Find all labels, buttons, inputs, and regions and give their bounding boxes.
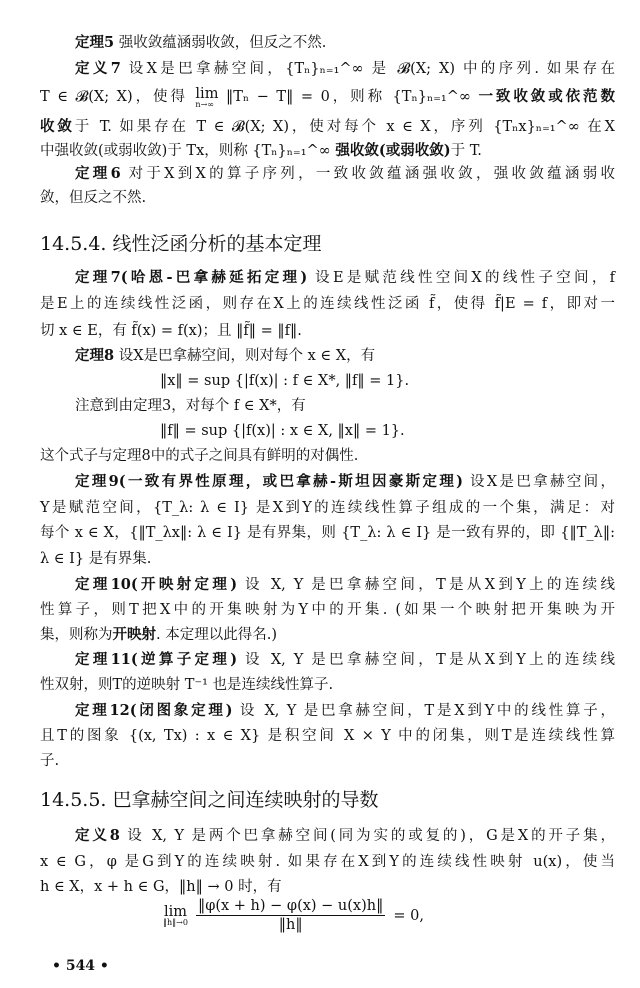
text-line [75,59,615,79]
text-line [75,268,615,288]
bold-term: 定理10(开映射定理) [75,576,238,593]
text-line [75,164,615,184]
text-line [75,701,615,721]
lim-text: lim [163,903,187,920]
limit [195,87,218,109]
text-run: 且T的图象 {(x, Tx) : x ∈ X} 是积空间 X × Y 中的闭集，则T是连续线性算 [40,728,615,744]
bold-term: 定理8 [75,347,115,364]
text-run: 设E是赋范线性空间X的线性子空间，f [307,270,616,286]
text-line [75,396,615,416]
text-line [40,600,615,620]
text-line [40,294,615,314]
text-run: 中强收敛(或弱收敛)于 Tx，则称 {Tₙ}ₙ₌₁^∞ [40,143,336,159]
limit [163,905,188,927]
text-line [75,575,615,595]
text-run: 这个式子与定理8中的式子之间具有鲜明的对偶性. [40,448,359,464]
text-run: 敛，但反之不然. [40,190,147,206]
formula-rhs: = 0, [393,907,424,924]
text-line [40,549,615,569]
text-line [40,877,615,897]
text-run: λ ∈ I} 是有界集. [40,551,152,567]
text-run: 设 X, Y 是巴拿赫空间，T是从X到Y上的连续线 [237,577,615,593]
bold-term: 定理11(逆算子定理) [75,651,238,668]
section-heading-14-5-4: 14.5.4. 线性泛函分析的基本定理 [40,233,322,255]
text-run: 设X是巴拿赫空间，{Tₙ}ₙ₌₁^∞ 是 𝓑(X; X) 中的序列. 如果存在 [120,61,615,77]
page-number: • 544 • [52,958,109,974]
bold-term: 定理7(哈恩-巴拿赫延拓定理) [75,269,308,286]
bold-term: 定理12(闭图象定理) [75,702,233,719]
text-line [75,33,615,53]
text-line [40,87,615,109]
text-line [40,321,615,341]
text-line [40,141,615,161]
text-run: 设 X, Y 是两个巴拿赫空间(同为实的或复的)，G是X的开子集， [119,828,615,844]
bold-term: 定理9(一致有界性原理，或巴拿赫-斯坦因豪斯定理) [75,473,464,490]
bold-term: 定理5 [75,34,115,51]
text-run: ‖x‖ = sup {|f(x)| : f ∈ X*, ‖f‖ = 1}. [160,373,410,389]
bold-term: 定义8 [75,827,120,844]
text-line [40,852,615,872]
text-line [75,346,615,366]
bold-term: 定理6 [75,165,121,182]
fraction [196,898,385,933]
lim-subscript: ‖h‖→0 [163,917,188,927]
text-line [40,498,615,518]
bold-term: 定义7 [75,60,121,77]
text-line [40,188,615,208]
text-line [40,446,615,466]
text-run: 设X是巴拿赫空间，则对每个 x ∈ X，有 [114,348,376,364]
text-run: . 本定理以此得名.) [156,627,277,643]
bold-term: 一致收敛或依范数 [478,88,615,105]
bold-term: 强收敛(或弱收敛) [335,142,451,159]
text-run: 于 T. 如果存在 T ∈ 𝓑(X; X)，使对每个 x ∈ X，序列 {Tₙx}ₙ₌₁^∞ 在X [74,119,616,135]
lim-text: lim [195,86,219,102]
text-run: ‖Tₙ − T‖ = 0，则称 {Tₙ}ₙ₌₁^∞ [218,89,479,105]
derivative-formula [163,898,424,933]
bold-term: 收敛 [40,118,75,135]
text-run: 设 X, Y 是巴拿赫空间，T是从X到Y上的连续线 [237,652,615,668]
text-run: ‖f‖ = sup {|f(x)| : x ∈ X, ‖x‖ = 1}. [160,423,405,439]
text-run: 子. [40,753,60,769]
text-line [40,726,615,746]
text-run: 集，则称为 [40,627,113,643]
text-run: Y是赋范空间，{T_λ: λ ∈ I} 是X到Y的连续线性算子组成的一个集，满足：对 [40,500,615,516]
text-run: 于 T. [450,143,482,159]
denominator: ‖h‖ [278,917,303,933]
text-run: 切 x ∈ E，有 f̃(x) = f(x)；且 ‖f̃‖ = ‖f‖. [40,323,302,339]
text-run: 每个 x ∈ X，{‖T_λx‖: λ ∈ I} 是有界集，则 {T_λ: λ ∈ I} 是一致有界的，即 {‖T_λ‖: [40,525,615,541]
text-line [75,472,615,492]
text-run: 性双射，则T的逆映射 T⁻¹ 也是连续线性算子. [40,677,334,693]
bold-term: 开映射 [112,626,156,643]
text-run: 性算子，则T把X中的开集映射为Y中的开集. (如果一个映射把开集映为开 [40,602,615,618]
lim-subscript: n→∞ [195,100,214,109]
text-run: 设 X, Y 是巴拿赫空间，T是X到Y中的线性算子， [232,703,615,719]
text-line [40,625,615,645]
text-run: 对于X到X的算子序列，一致收敛蕴涵强收敛，强收敛蕴涵弱收 [120,166,615,182]
text-line [40,751,615,771]
text-run: 注意到由定理3，对每个 f ∈ X*，有 [75,398,306,414]
text-run: 是E上的连续线性泛函，则存在X上的连续线性泛函 f̃，使得 f̃|E = f，即对一 [40,296,615,312]
text-run: T ∈ 𝓑(X; X)，使得 [40,89,196,105]
text-line [40,675,615,695]
section-heading-14-5-5: 14.5.5. 巴拿赫空间之间连续映射的导数 [40,789,379,811]
numerator: ‖φ(x + h) − φ(x) − u(x)h‖ [197,898,384,914]
text-run: 设X是巴拿赫空间， [463,474,615,490]
text-line [40,523,615,543]
text-line [40,117,615,137]
display-equation [160,421,405,441]
text-line [75,650,615,670]
text-run: h ∈ X，x + h ∈ G，‖h‖ → 0 时，有 [40,879,282,895]
text-run: x ∈ G，φ 是G到Y的连续映射. 如果存在X到Y的连续线性映射 u(x)，使当 [40,854,615,870]
text-line [75,826,615,846]
text-run: 强收敛蕴涵弱收敛，但反之不然. [114,35,327,51]
display-equation [160,371,409,391]
